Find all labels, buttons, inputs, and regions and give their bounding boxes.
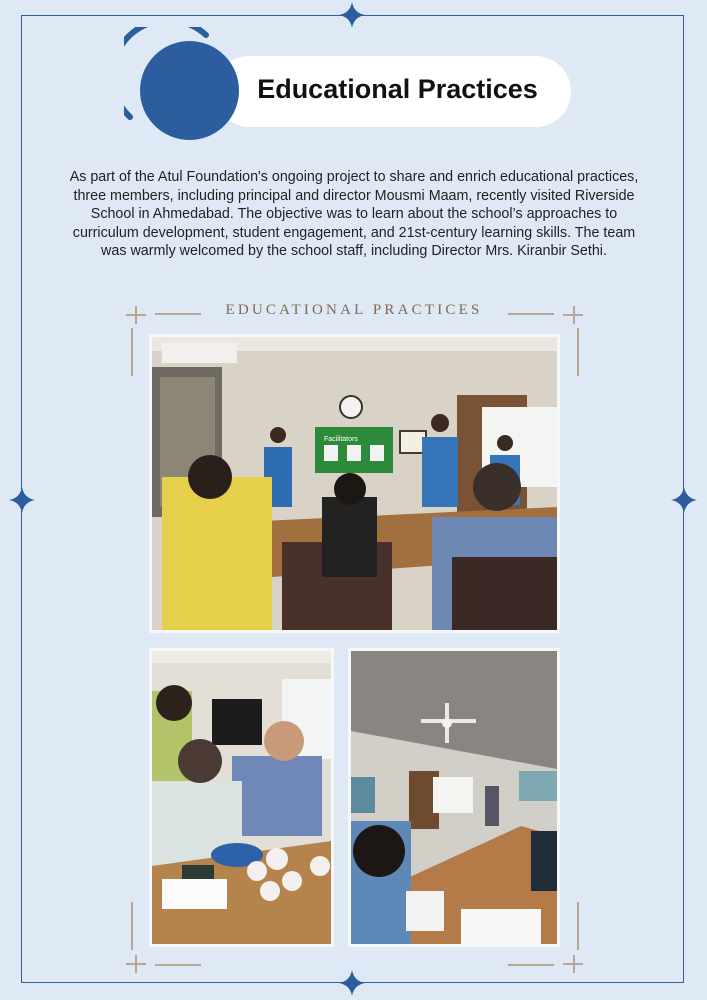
photo-activity (149, 648, 334, 947)
photo-meeting-room (348, 648, 560, 947)
screen-heading: Facilitators (324, 436, 358, 443)
star-left-icon (9, 487, 35, 513)
page-title: Educational Practices (257, 74, 538, 104)
intro-paragraph: As part of the Atul Foundation's ongoing project to share and enrich educational practices, three members, including principal and director Mousmi Maam, recently visited Riverside School in Ahmedabad. The objective was to learn about the school’s approaches to curriculum development, student engagement, and 21st-century learning skills. The team was warmly welcomed by the school staff, including Director Mrs. Kiranbir Sethi. (69, 169, 639, 260)
header-circle (140, 41, 239, 140)
star-top-icon (339, 2, 365, 28)
star-bottom-icon (339, 970, 365, 996)
star-right-icon (671, 487, 697, 513)
photo-presentation (149, 334, 560, 633)
section-label: EDUCATIONAL PRACTICES (225, 302, 483, 318)
